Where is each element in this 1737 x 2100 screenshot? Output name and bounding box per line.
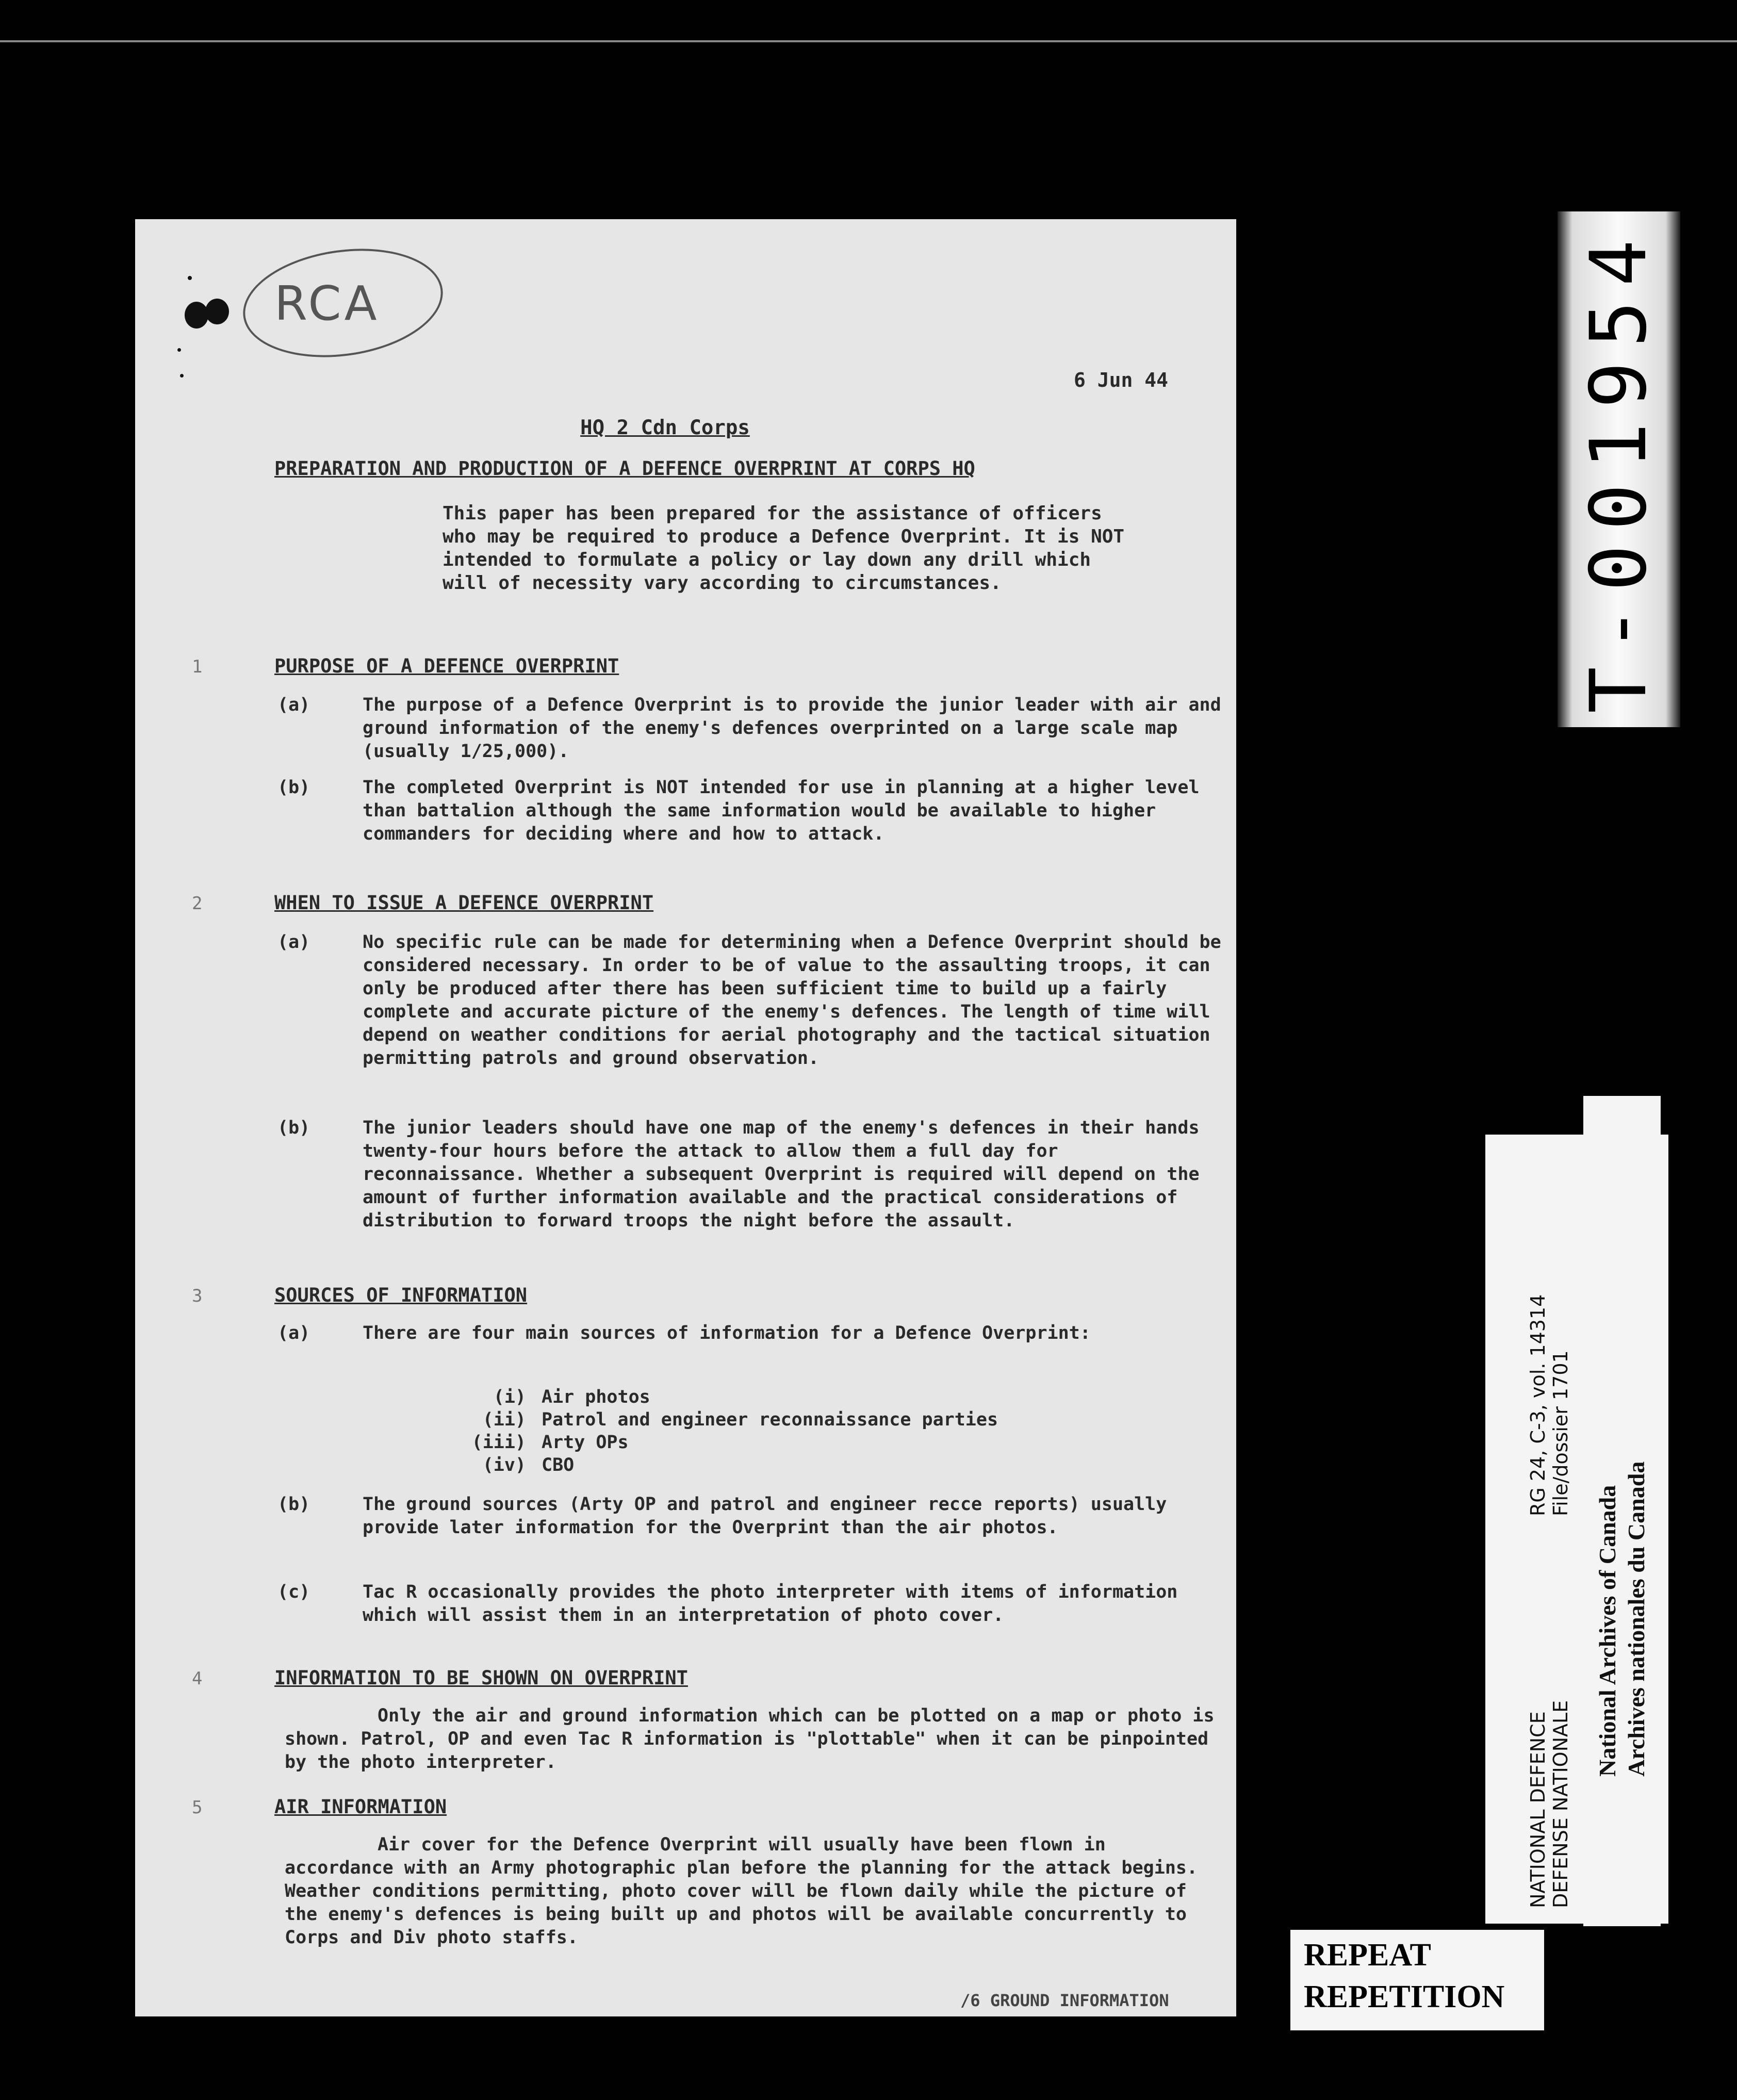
sources-list bbox=[459, 1386, 998, 1476]
list-number: (iv) bbox=[482, 1455, 526, 1475]
list-text: Arty OPs bbox=[542, 1432, 629, 1453]
list-text: Air photos bbox=[542, 1387, 650, 1407]
section-heading: SOURCES OF INFORMATION bbox=[274, 1284, 528, 1306]
paragraph-label: (b) bbox=[277, 1494, 310, 1515]
punch-hole bbox=[188, 276, 192, 280]
headquarters-heading: HQ 2 Cdn Corps bbox=[580, 416, 750, 439]
reel-number-strip bbox=[1558, 211, 1680, 727]
section-number: 2 bbox=[192, 893, 203, 914]
section-number: 3 bbox=[192, 1286, 203, 1306]
archives-name: National Archives of Canada bbox=[1594, 1485, 1620, 1777]
paragraph-text: The completed Overprint is NOT intended for use in planning at a higher level than battalion although the same information would be available to higher commanders for deciding where and how to attack. bbox=[363, 777, 1200, 844]
punch-hole bbox=[185, 302, 208, 329]
archive-reference: File/dossier 1701 bbox=[1549, 1350, 1572, 1516]
paragraph-text: Tac R occasionally provides the photo interpreter with items of information which will assist them in an interpretation of photo cover. bbox=[363, 1582, 1178, 1626]
list-number: (ii) bbox=[482, 1409, 526, 1430]
section-text: Air cover for the Defence Overprint will usually have been flown in accordance with an Army photographic plan before the planning for the attack begins. Weather conditions permitting, photo cover will be flown daily while the picture of the enemy's defences is being built up and photos will be available concurrently to Corps and Div photo staffs. bbox=[285, 1834, 1198, 1948]
document-page bbox=[135, 219, 1236, 2016]
punch-hole bbox=[177, 348, 181, 352]
repeat-label: REPEAT bbox=[1304, 1938, 1431, 1973]
paragraph bbox=[277, 776, 1221, 846]
section-heading: INFORMATION TO BE SHOWN ON OVERPRINT bbox=[274, 1667, 688, 1689]
page-catchword: /6 GROUND INFORMATION bbox=[960, 1991, 1169, 2010]
document-date: 6 Jun 44 bbox=[1074, 369, 1169, 391]
list-number: (i) bbox=[493, 1387, 526, 1407]
rca-handwritten-mark: RCA bbox=[274, 276, 380, 331]
department-line: NATIONAL DEFENCE bbox=[1527, 1711, 1549, 1908]
film-edge-line bbox=[0, 40, 1737, 42]
archive-reference: RG 24, C-3, vol. 14314 bbox=[1527, 1294, 1549, 1516]
list-text: Patrol and engineer reconnaissance parties bbox=[542, 1409, 998, 1430]
paragraph-label: (c) bbox=[277, 1582, 310, 1602]
paragraph-text: No specific rule can be made for determining when a Defence Overprint should be considered necessary. In order to be of value to the assaulting troops, it can only be produced after there has been sufficient time to build up a fairly complete and accurate picture of the enemy's defences. The length of time will depend on weather conditions for aerial photography and the tactical situation permitting patrols and ground observation. bbox=[363, 932, 1221, 1069]
section-number: 1 bbox=[192, 657, 203, 677]
paragraph bbox=[277, 1581, 1221, 1627]
department-line: DEFENSE NATIONALE bbox=[1549, 1700, 1572, 1908]
punch-holes bbox=[172, 245, 244, 400]
paragraph bbox=[277, 931, 1221, 1070]
paragraph bbox=[277, 1117, 1221, 1233]
list-item bbox=[459, 1386, 998, 1408]
section-text: Only the air and ground information which can be plotted on a map or photo is shown. Patrol, OP and even Tac R information is "plottable" when it can be pinpointed by the photo interpreter. bbox=[285, 1705, 1215, 1773]
reel-number: T-001954 bbox=[1574, 225, 1664, 714]
repetition-label: REPETITION bbox=[1304, 1979, 1505, 2014]
paragraph bbox=[277, 694, 1221, 763]
list-item bbox=[459, 1431, 998, 1454]
section-heading: WHEN TO ISSUE A DEFENCE OVERPRINT bbox=[274, 892, 654, 914]
list-item bbox=[459, 1454, 998, 1476]
paragraph-label: (b) bbox=[277, 777, 310, 798]
paragraph-text: The purpose of a Defence Overprint is to provide the junior leader with air and ground information of the enemy's defences overprinted on a large scale map (usually 1/25,000). bbox=[363, 695, 1221, 762]
paragraph-text: The junior leaders should have one map of the enemy's defences in their hands twenty-four hours before the attack to allow them a full day for reconnaissance. Whether a subsequent Overprint is required will depend on the amount of further information available and the practical considerations of distribution to forward troops the night before the assault. bbox=[363, 1118, 1200, 1231]
paragraph bbox=[277, 1493, 1221, 1539]
section-heading: PURPOSE OF A DEFENCE OVERPRINT bbox=[274, 655, 619, 677]
archives-name: Archives nationales du Canada bbox=[1623, 1461, 1649, 1777]
paragraph-text: There are four main sources of information for a Defence Overprint: bbox=[363, 1323, 1091, 1343]
paragraph bbox=[277, 1322, 1221, 1345]
punch-hole bbox=[180, 374, 184, 378]
section-heading: AIR INFORMATION bbox=[274, 1796, 447, 1818]
paragraph-label: (a) bbox=[277, 695, 310, 715]
paragraph-label: (b) bbox=[277, 1118, 310, 1138]
paragraph-label: (a) bbox=[277, 932, 310, 953]
repeat-stamp bbox=[1290, 1930, 1544, 2030]
paragraph-label: (a) bbox=[277, 1323, 310, 1343]
section-number: 4 bbox=[192, 1668, 203, 1689]
document-title: PREPARATION AND PRODUCTION OF A DEFENCE OVERPRINT AT CORPS HQ bbox=[274, 457, 975, 480]
list-number: (iii) bbox=[471, 1432, 526, 1453]
intro-paragraph: This paper has been prepared for the assistance of officers who may be required to produce a Defence Overprint. It is NOT intended to formulate a policy or lay down any drill which will of necessity vary according to circumstances. bbox=[443, 503, 1125, 594]
section-number: 5 bbox=[192, 1797, 203, 1818]
list-text: CBO bbox=[542, 1455, 575, 1475]
archives-label-card bbox=[1583, 1096, 1661, 1926]
paragraph-text: The ground sources (Arty OP and patrol and engineer recce reports) usually provide later information for the Overprint than the air photos. bbox=[363, 1494, 1167, 1538]
list-item bbox=[459, 1408, 998, 1431]
punch-hole bbox=[205, 299, 229, 324]
